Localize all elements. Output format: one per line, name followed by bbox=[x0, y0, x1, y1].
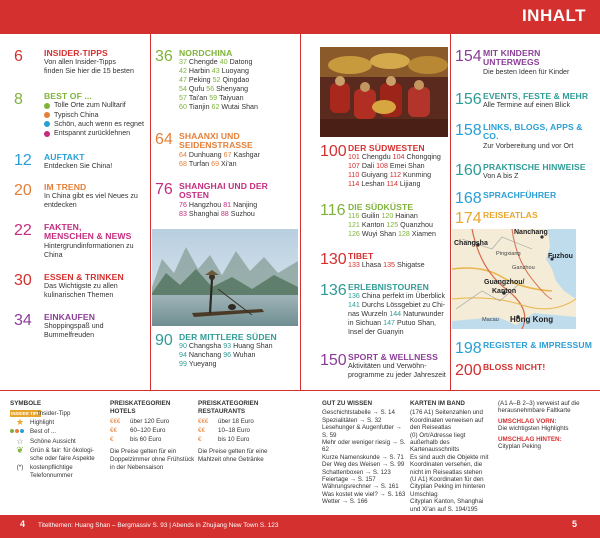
section-title: SHAANXI UND bbox=[179, 131, 240, 141]
section-description: China bbox=[44, 250, 63, 259]
map-label: Changsha bbox=[454, 240, 488, 247]
section-title: SPORT & WELLNESS bbox=[348, 352, 438, 362]
destination-row: 42 Harbin 43 Luoyang bbox=[179, 67, 249, 76]
section-title: UNTERWEGS bbox=[483, 57, 540, 68]
page-number: 158 bbox=[455, 122, 482, 139]
toc-entry-best-of[interactable] bbox=[14, 91, 148, 143]
page-number: 156 bbox=[455, 91, 482, 108]
map-label: Hong Kong bbox=[510, 315, 554, 324]
section-title: INSIDER-TIPPS bbox=[44, 48, 108, 58]
page-number: 12 bbox=[14, 152, 32, 169]
page-number: 174 bbox=[455, 210, 482, 227]
section-description: Von A bis Z bbox=[483, 172, 519, 181]
header-bar bbox=[0, 0, 600, 34]
section-description: Hintergrundinformationen zu bbox=[44, 241, 134, 250]
tour-line: 136 China perfekt im Überblick bbox=[348, 292, 446, 301]
tour-line: 141 Durchs Lössgebiet zu Chi- bbox=[348, 301, 446, 310]
toc-entry-sport[interactable] bbox=[320, 352, 448, 386]
section-title: CO. bbox=[483, 131, 499, 142]
page-number: 22 bbox=[14, 222, 32, 239]
legend-heading: PREISKATEGORIEN bbox=[110, 400, 171, 407]
destination-row: 114 Leshan 114 Lijiang bbox=[348, 180, 421, 189]
toc-entry-auftakt[interactable] bbox=[14, 152, 148, 174]
toc-entry-shaanxi[interactable] bbox=[155, 131, 299, 175]
destination-row: 60 Tianjin 62 Wutai Shan bbox=[179, 103, 258, 112]
destination-row: 133 Lhasa 135 Shigatse bbox=[348, 261, 425, 270]
legend-restaurants: PREISKATEGORIEN RESTAURANTS €€€ über 18 Euro €€ 10–18 Euro € bis 10 Euro Die Preise gelten für eine Mahlzeit ohne Getränke bbox=[198, 400, 288, 464]
destination-row: 54 Qufu 56 Shenyang bbox=[179, 85, 249, 94]
page-number: 20 bbox=[14, 182, 32, 199]
section-title: ERLEBNISTOUREN bbox=[348, 282, 429, 292]
page-number: 8 bbox=[14, 91, 23, 108]
view-icon: ☆ bbox=[16, 436, 24, 446]
legend-heading: KARTEN IM BAND bbox=[410, 400, 465, 407]
section-description: Die besten Ideen für Kinder bbox=[483, 67, 570, 76]
tour-line: nas Wurzeln 144 Naturwunder bbox=[348, 310, 444, 319]
legend-divider bbox=[0, 390, 600, 391]
destination-row: 101 Chengdu 104 Chongqing bbox=[348, 153, 441, 162]
toc-entry-praktisch[interactable] bbox=[455, 162, 595, 188]
destination-row: 90 Changsha 93 Huang Shan bbox=[179, 342, 273, 351]
toc-entry-kinder[interactable] bbox=[455, 48, 595, 84]
legend-heading: GUT ZU WISSEN bbox=[322, 400, 373, 407]
map-label: Guangzhou/ bbox=[484, 279, 525, 286]
phone-cost-icon: (*) bbox=[16, 464, 24, 472]
section-title: SPRACHFÜHRER bbox=[483, 190, 557, 200]
toc-entry-mittlere-sueden[interactable] bbox=[155, 332, 299, 382]
page-number: 64 bbox=[155, 131, 173, 148]
page-number: 136 bbox=[320, 282, 347, 299]
best-of-item: Entspannt zurücklehnen bbox=[44, 129, 144, 138]
page-number: 200 bbox=[455, 362, 482, 379]
section-title: DIE SÜDKÜSTE bbox=[348, 202, 414, 212]
page-number: 150 bbox=[320, 352, 347, 369]
destination-row: 116 Guilin 120 Hainan bbox=[348, 212, 418, 221]
legend-hotels: PREISKATEGORIEN HOTELS €€€ über 120 Euro €€ 60–120 Euro € bis 60 Euro Die Preise gelten für ein Doppelzimmer ohne Frühstück in der Nebensaison bbox=[110, 400, 195, 471]
page-title: INHALT bbox=[521, 6, 586, 25]
legend-heading: PREISKATEGORIEN bbox=[198, 400, 259, 407]
map-label: Nanchang bbox=[514, 229, 548, 236]
destination-row: 94 Nanchang 96 Wuhan bbox=[179, 351, 256, 360]
toc-entry-essen[interactable] bbox=[14, 272, 148, 304]
section-title: LINKS, BLOGS, APPS & bbox=[483, 122, 583, 132]
section-description: Aktivitäten und Verwöhn- bbox=[348, 362, 427, 371]
right-page-number: 5 bbox=[572, 519, 578, 529]
legend-umschlag: (A1 A–B 2–3) verweist auf die herausnehmbare Faltkarte UMSCHLAG VORN: Die wichtigsten Highlights UMSCHLAG HINTEN: Cityplan Peking bbox=[498, 400, 590, 450]
section-title: EVENTS, FESTE & MEHR bbox=[483, 91, 589, 101]
toc-entry-im-trend[interactable] bbox=[14, 182, 148, 214]
blue-dot-icon bbox=[44, 121, 50, 127]
destination-row: 68 Turfan 69 Xi'an bbox=[179, 159, 237, 168]
insider-tip-icon: INSIDER TIPP bbox=[11, 410, 40, 416]
toc-entry-nordchina[interactable] bbox=[155, 48, 299, 128]
page-number: 198 bbox=[455, 340, 482, 357]
destination-row: 76 Hangzhou 81 Nanjing bbox=[179, 200, 258, 209]
legend-karten: KARTEN IM BAND (176 A1) Seitenzahlen und Koordinaten verweisen auf den Reiseatlas (0) Ort/Adresse liegt außerhalb des Kartenausschnitts Es sind auch die Objekte mit Koordinaten versehen, die nicht im Reiseatlas stehen (U A1) Koordinaten für den Cityplan Peking im hinteren Umschlag Cityplan Kanton, Shanghai und Xi'an auf S. 194/195 bbox=[410, 400, 494, 513]
section-title: OSTEN bbox=[179, 190, 210, 201]
destination-row: 47 Peking 52 Qingdao bbox=[179, 76, 250, 85]
map-label: Kanton bbox=[492, 288, 517, 295]
destination-row: 126 Wuyi Shan 128 Xiamen bbox=[348, 230, 436, 239]
pink-dot-icon bbox=[44, 131, 50, 137]
page-number: 90 bbox=[155, 332, 173, 349]
legend-heading: UMSCHLAG HINTEN: bbox=[498, 435, 562, 443]
page-number: 130 bbox=[320, 251, 347, 268]
section-title: IM TREND bbox=[44, 182, 87, 192]
toc-entry-shanghai[interactable] bbox=[155, 181, 299, 225]
map-label: Ganzhou bbox=[512, 265, 535, 271]
page-number: 154 bbox=[455, 48, 482, 65]
section-description: Das Wichtigste zu allen bbox=[44, 282, 118, 291]
toc-entry-bloss-nicht[interactable] bbox=[455, 362, 595, 380]
legend-heading: HOTELS bbox=[110, 407, 136, 415]
best-of-item: Tolle Orte zum Nulltarif bbox=[44, 101, 144, 110]
section-title: BLOSS NICHT! bbox=[483, 362, 546, 372]
toc-entry-reiseatlas[interactable] bbox=[455, 210, 595, 228]
section-title: TIBET bbox=[348, 251, 374, 261]
toc-entry-register[interactable] bbox=[455, 340, 595, 358]
destination-row: 37 Chengde 40 Datong bbox=[179, 58, 253, 67]
section-title: SHANGHAI UND DER bbox=[179, 181, 268, 191]
page-number: 30 bbox=[14, 272, 32, 289]
section-description: Bummelfreuden bbox=[44, 331, 95, 340]
orange-dot-icon bbox=[44, 112, 50, 118]
leaf-icon: ❦ bbox=[16, 444, 24, 455]
section-description: Von allen Insider-Tipps bbox=[44, 58, 116, 67]
map-label: Fuzhou bbox=[548, 253, 573, 260]
destination-row: 99 Yueyang bbox=[179, 360, 217, 369]
destination-row: 83 Shanghai 88 Suzhou bbox=[179, 209, 255, 218]
section-description: finden Sie hier die 15 besten bbox=[44, 67, 134, 76]
page-number: 76 bbox=[155, 181, 173, 198]
toc-entry-suedwesten[interactable] bbox=[320, 143, 448, 193]
toc-entry-erlebnistouren[interactable] bbox=[320, 282, 448, 352]
section-title: BEST OF ... bbox=[44, 91, 92, 101]
destination-row: 57 Tai'an 59 Taiyuan bbox=[179, 94, 244, 103]
toc-entry-einkaufen[interactable] bbox=[14, 312, 148, 344]
footer-cover-topics: Titelthemen: Huang Shan – Bergmassiv S. 93 | Abends in Zhujiang New Town S. 123 bbox=[38, 522, 279, 529]
legend-heading: UMSCHLAG VORN: bbox=[498, 417, 557, 425]
section-title: MENSCHEN & NEWS bbox=[44, 231, 132, 242]
legend-note: Die Preise gelten für eine Mahlzeit ohne Getränke bbox=[198, 447, 268, 463]
section-description: entdecken bbox=[44, 201, 77, 210]
section-title: SEIDENSTRASSE bbox=[179, 140, 253, 151]
page-number: 168 bbox=[455, 190, 482, 207]
left-page-number: 4 bbox=[20, 519, 26, 529]
toc-entry-events[interactable] bbox=[455, 91, 595, 117]
monks-ceremony-photo bbox=[320, 47, 448, 137]
section-description: programme zu jeder Jahreszeit bbox=[348, 371, 446, 380]
section-description: Zur Vorbereitung und vor Ort bbox=[483, 141, 574, 150]
section-title: REISEATLAS bbox=[483, 210, 538, 220]
section-title: AUFTAKT bbox=[44, 152, 85, 162]
section-title: PRAKTISCHE HINWEISE bbox=[483, 162, 586, 172]
section-title: DER SÜDWESTEN bbox=[348, 143, 425, 153]
section-title: REGISTER & IMPRESSUM bbox=[483, 340, 592, 350]
destination-row: 107 Dali 108 Emei Shan bbox=[348, 162, 425, 171]
section-title: FAKTEN, bbox=[44, 222, 82, 232]
column-divider bbox=[450, 34, 451, 390]
section-title: MIT KINDERN bbox=[483, 48, 541, 58]
section-title: EINKAUFEN bbox=[44, 312, 96, 322]
toc-entry-insider-tipps[interactable] bbox=[14, 48, 148, 80]
section-title: DER MITTLERE SÜDEN bbox=[179, 332, 277, 342]
best-of-item: Schön, auch wenn es regnet bbox=[44, 120, 144, 129]
legend-heading: SYMBOLE bbox=[10, 400, 42, 407]
toc-entry-tibet[interactable] bbox=[320, 251, 448, 275]
best-of-item: Typisch China bbox=[44, 111, 144, 120]
column-divider bbox=[150, 34, 151, 390]
legend-symbole: SYMBOLE INSIDER TIPP Insider-Tipp ★ Highlight Best of ... ☆ Schöne Aussicht ❦ Grün & fair: für ökologi- sche oder faire Aspekte (*) kostenpflichtige Telefonnummer bbox=[10, 400, 106, 481]
toc-entry-suedkueste[interactable] bbox=[320, 202, 448, 244]
destination-row: 110 Guiyang 112 Kunming bbox=[348, 171, 432, 180]
section-description: Shoppingspaß und bbox=[44, 322, 104, 331]
guilin-river-photo bbox=[152, 229, 298, 326]
section-description: In China gibt es viel Neues zu bbox=[44, 192, 138, 201]
section-description: Entdecken Sie China! bbox=[44, 162, 113, 171]
toc-entry-links[interactable] bbox=[455, 122, 595, 158]
toc-entry-sprachfuehrer[interactable] bbox=[455, 190, 595, 208]
destination-row: 121 Kanton 125 Quanzhou bbox=[348, 221, 433, 230]
toc-entry-fakten[interactable] bbox=[14, 222, 148, 262]
legend-gut-zu-wissen: GUT ZU WISSEN Geschichtstabelle → S. 14 Spezialitäten → S. 32 Lesehunger & Augenfutter → S. 59 Mehr oder weniger riesig → S. 62 Kurze Namenskunde → S. 71 Der Weg des Weisen → S. 99 Schattenboxen → S. 123 Feiertage → S. 157 Währungsrechner → S. 161 Was kostet wie viel? → S. 163 Wetter → S. 166 bbox=[322, 400, 408, 506]
page-number: 100 bbox=[320, 143, 347, 160]
section-title: NORDCHINA bbox=[179, 48, 233, 58]
section-title: ESSEN & TRINKEN bbox=[44, 272, 124, 282]
map-label: Pingxiang bbox=[496, 251, 521, 257]
page-number: 160 bbox=[455, 162, 482, 179]
highlight-star-icon: ★ bbox=[15, 417, 25, 428]
tour-line: in Sichuan 147 Putuo Shan, bbox=[348, 319, 437, 328]
legend-heading: RESTAURANTS bbox=[198, 407, 246, 415]
page-number: 34 bbox=[14, 312, 32, 329]
page-number: 116 bbox=[320, 202, 346, 219]
map-label: Macau bbox=[482, 317, 499, 323]
destination-row: 64 Dunhuang 67 Kashgar bbox=[179, 150, 260, 159]
section-description: kulinarischen Themen bbox=[44, 291, 114, 300]
section-description: Alle Termine auf einen Blick bbox=[483, 101, 571, 110]
column-divider bbox=[300, 34, 301, 390]
page-number: 6 bbox=[14, 48, 23, 65]
tour-line: Insel der Guanyin bbox=[348, 328, 404, 337]
reiseatlas-map bbox=[452, 229, 576, 329]
page-number: 36 bbox=[155, 48, 173, 65]
green-dot-icon bbox=[44, 103, 50, 109]
best-of-dots-icon bbox=[10, 428, 30, 436]
legend-note: Die Preise gelten für ein Doppelzimmer ohne Frühstück in der Nebensaison bbox=[110, 447, 195, 471]
